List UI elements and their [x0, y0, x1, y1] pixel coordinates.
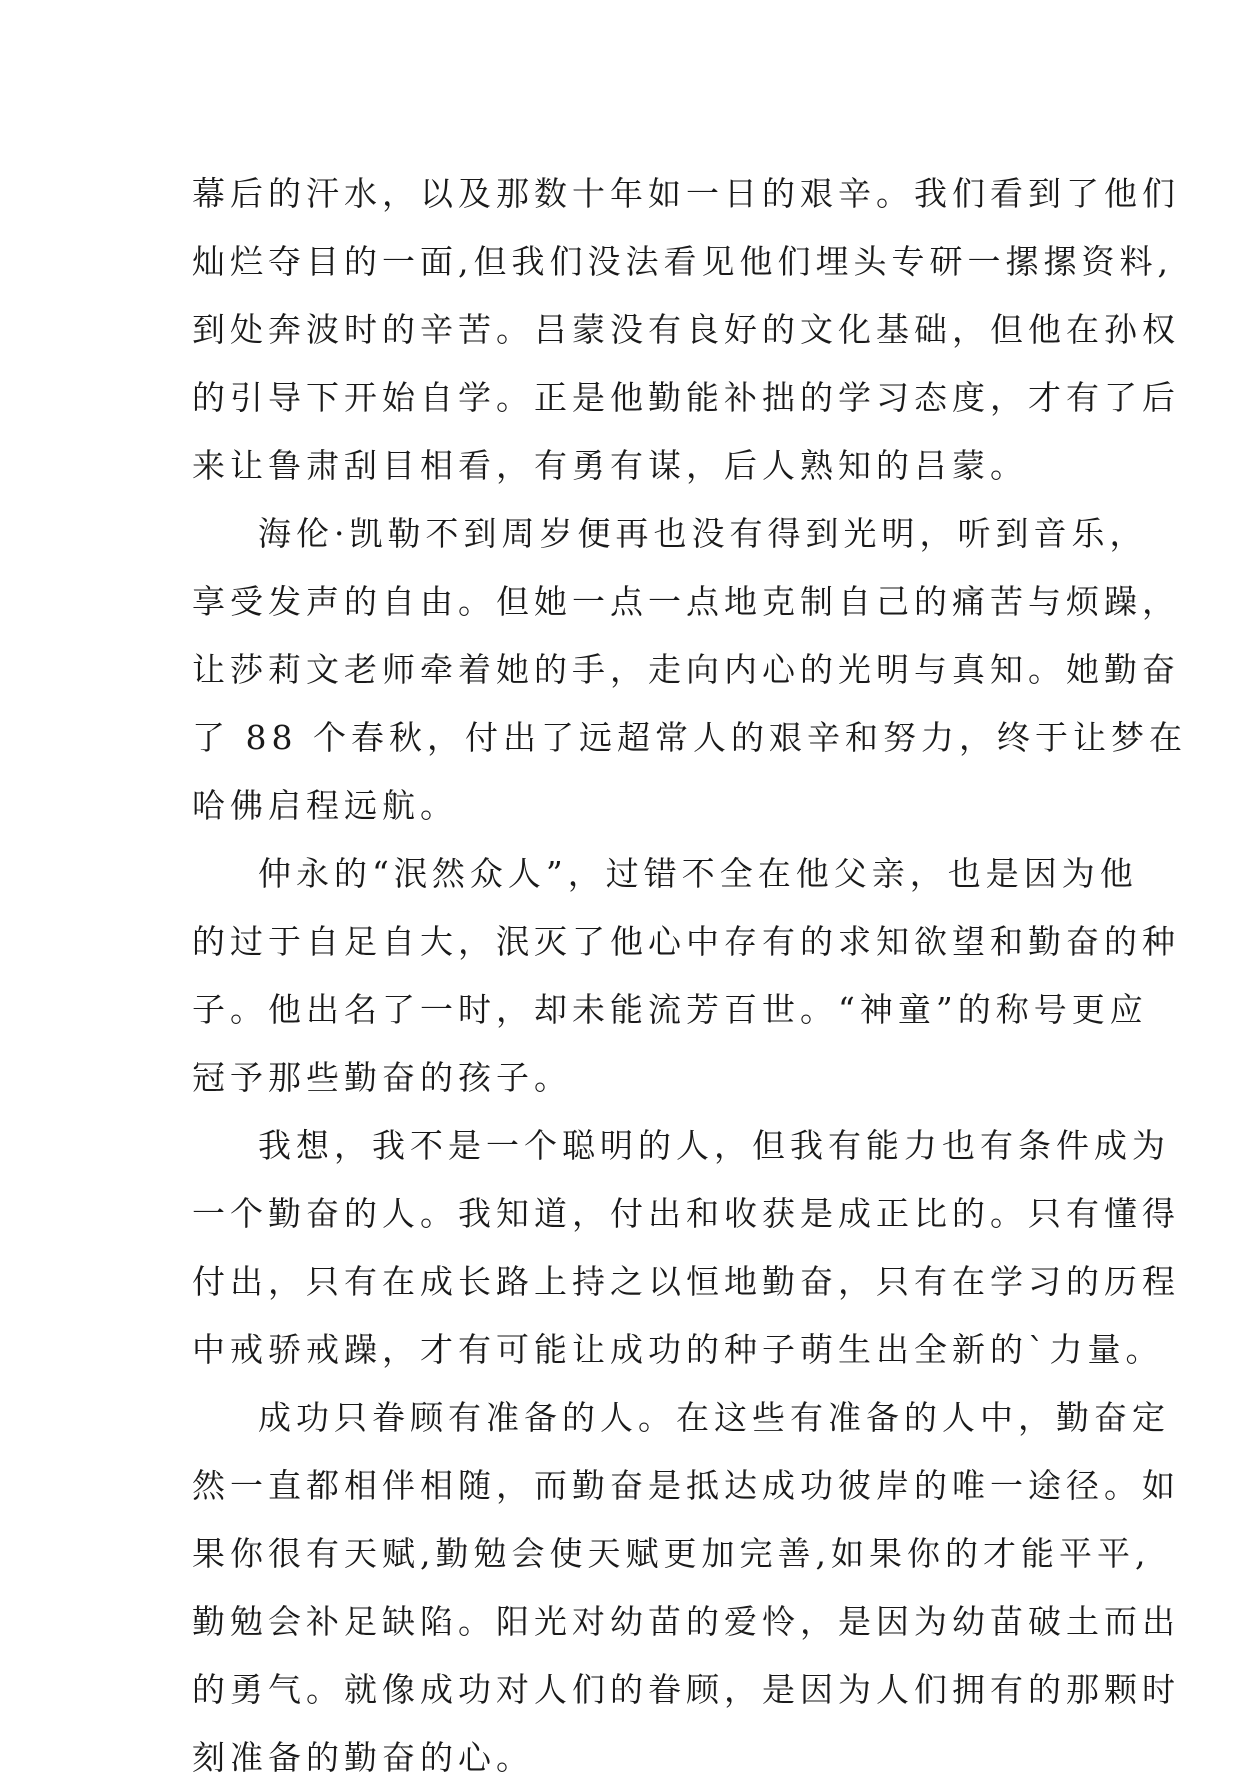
paragraph-first-line: 我想，我不是一个聪明的人，但我有能力也有条件成为 [258, 1126, 1170, 1165]
text-line: 让莎莉文老师牵着她的手，走向内心的光明与真知。她勤奋 [192, 650, 1180, 689]
text-line: 灿烂夺目的一面,但我们没法看见他们埋头专研一摞摞资料, [192, 242, 1173, 281]
paragraph-first-line: 海伦·凯勒不到周岁便再也没有得到光明，听到音乐， [258, 514, 1148, 553]
text-line: 哈佛启程远航。 [192, 786, 458, 825]
text-line: 付出，只有在成长路上持之以恒地勤奋，只有在学习的历程 [192, 1262, 1180, 1301]
text-line: 一个勤奋的人。我知道，付出和收获是成正比的。只有懂得 [192, 1194, 1180, 1233]
paragraph-first-line: 仲永的“泯然众人”，过错不全在他父亲，也是因为他 [258, 854, 1138, 893]
text-line: 中戒骄戒躁，才有可能让成功的种子萌生出全新的`力量。 [192, 1330, 1164, 1369]
text-line: 果你很有天赋,勤勉会使天赋更加完善,如果你的才能平平, [192, 1534, 1151, 1573]
paragraph-first-line: 成功只眷顾有准备的人。在这些有准备的人中，勤奋定 [258, 1398, 1170, 1437]
essay-body [192, 160, 1187, 1792]
text-line: 幕后的汗水，以及那数十年如一日的艰辛。我们看到了他们 [192, 174, 1180, 213]
text-line: 了 88 个春秋，付出了远超常人的艰辛和努力，终于让梦在 [192, 718, 1187, 757]
text-line: 然一直都相伴相随，而勤奋是抵达成功彼岸的唯一途径。如 [192, 1466, 1180, 1505]
text-line: 的勇气。就像成功对人们的眷顾，是因为人们拥有的那颗时 [192, 1670, 1180, 1709]
text-line: 来让鲁肃刮目相看，有勇有谋，后人熟知的吕蒙。 [192, 446, 1028, 485]
text-line: 的引导下开始自学。正是他勤能补拙的学习态度，才有了后 [192, 378, 1180, 417]
text-line: 到处奔波时的辛苦。吕蒙没有良好的文化基础，但他在孙权 [192, 310, 1180, 349]
text-line: 勤勉会补足缺陷。阳光对幼苗的爱怜，是因为幼苗破土而出 [192, 1602, 1180, 1641]
text-line: 冠予那些勤奋的孩子。 [192, 1058, 572, 1097]
text-line: 的过于自足自大，泯灭了他心中存有的求知欲望和勤奋的种 [192, 922, 1180, 961]
text-line: 享受发声的自由。但她一点一点地克制自己的痛苦与烦躁， [192, 582, 1180, 621]
text-line: 子。他出名了一时，却未能流芳百世。“神童”的称号更应 [192, 990, 1148, 1029]
text-line: 刻准备的勤奋的心。 [192, 1738, 534, 1777]
